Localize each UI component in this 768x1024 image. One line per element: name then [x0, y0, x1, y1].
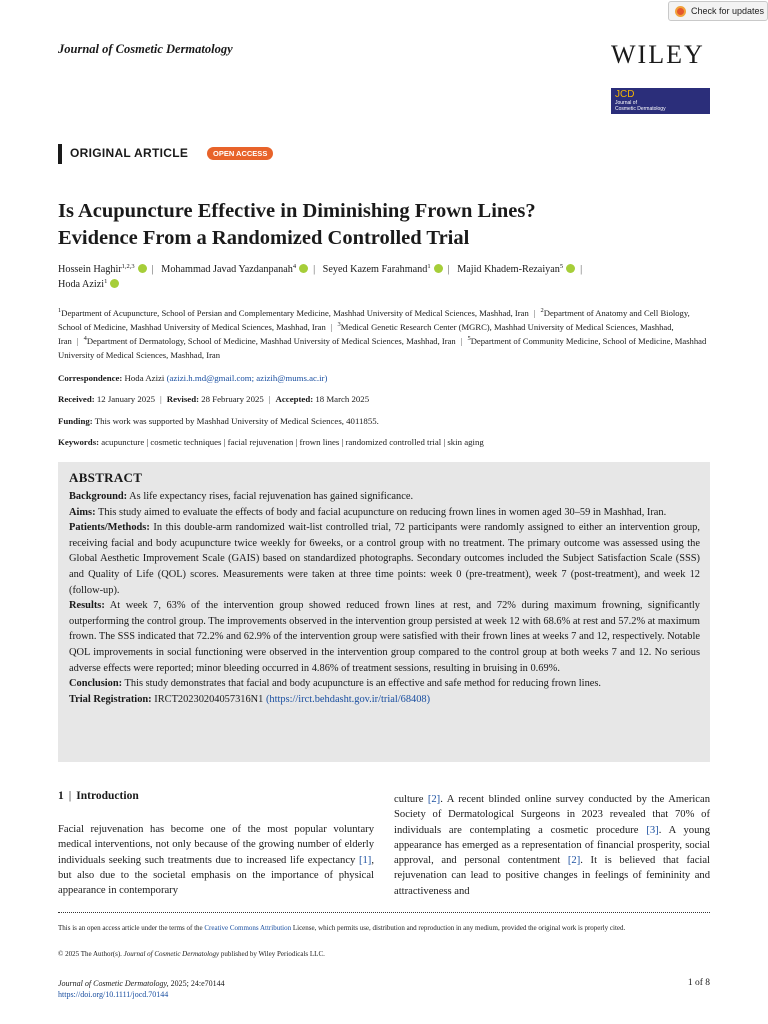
funding-text: This work was supported by Mashhad University of Medical Sciences, 4011855. [94, 416, 379, 426]
affiliation-number: 5 [467, 335, 471, 342]
affiliation-text: Department of Dermatology, School of Medicine, Mashhad University of Medical Sciences, Mashhad, Iran [86, 336, 456, 346]
abstract-conclusion [69, 676, 700, 692]
section-number: 1 [58, 790, 64, 802]
open-access-badge: OPEN ACCESS [207, 147, 273, 160]
trial-registration-link[interactable]: (https://irct.behdasht.gov.ir/trial/68408) [265, 693, 431, 705]
abstract-results [69, 598, 700, 676]
abstract-aims [69, 505, 700, 521]
journal-name: Journal of Cosmetic Dermatology [58, 42, 233, 56]
correspondence-name: Hoda Azizi [124, 373, 165, 383]
author-separator: | [313, 264, 316, 275]
body-text: , but also due to the societal emphasis on the importance of physical appearance in contemporary [58, 854, 374, 897]
abstract-body [69, 489, 700, 707]
footer-citation [58, 979, 225, 988]
body-column-right [394, 792, 710, 899]
page-number: 1 of 8 [687, 978, 710, 988]
citation-link[interactable]: [2] [567, 855, 581, 867]
journal-cover-badge [611, 88, 710, 114]
results-text: At week 7, 63% of the intervention group showed reduced frown lines at rest, and 72% during maximum frowning, significantly outperforming the control group. The improvements observed in the intervention group persisted at week 12 with 68.6% at rest and 57.2% at maximum frown. The SSS indicated that 72.2% and 62.9% of the intervention group were satisfied with their frown lines at weeks 7 and 12, respectively. Notable QOL improvements in social functioning were observed in the intervention group compared to the control group at both weeks 7 and 12. No serious adverse effects were reported; minor bleeding occurred in 4.86% of treatment sessions, resulting in bruising in 0.69%. [69, 600, 700, 674]
body-column-left [58, 822, 374, 898]
accepted-date: 18 March 2025 [315, 394, 370, 404]
author-name[interactable]: Mohammad Javad Yazdanpanah [161, 264, 293, 275]
doi-link[interactable]: https://doi.org/10.1111/jocd.70144 [58, 990, 169, 999]
abstract-heading: ABSTRACT [69, 470, 143, 485]
affiliation-text: Department of Community Medicine, School of Medicine, Mashhad University of Medical Sciences, Mashhad, Iran [58, 336, 707, 360]
copyright-notice [58, 950, 710, 958]
revised-label: Revised: [166, 394, 200, 404]
background-text: As life expectancy rises, facial rejuvenation has gained significance. [129, 491, 414, 502]
footer-volume: 2025; 24:e70144 [168, 979, 225, 988]
affiliation-separator: | [533, 308, 536, 318]
author-separator: | [151, 264, 154, 275]
citation-link[interactable]: [2] [427, 794, 441, 805]
results-label: Results: [69, 600, 105, 612]
author-name[interactable]: Hossein Haghir [58, 264, 122, 275]
author-name[interactable]: Seyed Kazem Farahmand [322, 264, 428, 275]
keywords-label: Keywords: [58, 437, 100, 447]
affiliation-number: 1 [58, 307, 62, 314]
aims-text: This study aimed to evaluate the effects of body and facial acupuncture on reducing frown lines in women aged 30–59 in Mashhad, Iran. [97, 506, 667, 518]
section-title: Introduction [76, 790, 139, 802]
accepted-label: Accepted: [275, 394, 314, 404]
license-text-pre: This is an open access article under the terms of the [58, 924, 205, 932]
affiliation-number: 4 [83, 335, 87, 342]
title-line-1: Is Acupuncture Effective in Diminishing Frown Lines? [58, 200, 536, 222]
keywords-text: acupuncture | cosmetic techniques | facial rejuvenation | frown lines | randomized controlled trial | skin aging [101, 437, 484, 447]
copyright-pre: © 2025 The Author(s). [58, 950, 124, 958]
abstract-trial-registration [69, 692, 700, 708]
affiliation-separator: | [460, 336, 463, 346]
author-separator: | [447, 264, 450, 275]
body-text: . A young appearance has emerged as a representation of financial prosperity, social approval, and personal contentment [394, 824, 710, 867]
funding-label: Funding: [58, 416, 93, 426]
affiliation-text: Department of Anatomy and Cell Biology, School of Medicine, Mashhad University of Medical Sciences, Mashhad, Iran [58, 308, 690, 332]
aims-label: Aims: [69, 506, 96, 518]
trial-label: Trial Registration: [69, 693, 152, 705]
keywords [58, 437, 710, 447]
affiliation-number: 2 [540, 307, 544, 314]
copyright-post: published by Wiley Periodicals LLC. [219, 950, 325, 958]
footer-divider [58, 912, 710, 913]
affiliation-text: Medical Genetic Research Center (MGRC), Mashhad University of Medical Sciences, Mashhad, Iran [58, 322, 674, 346]
affiliation-separator: | [330, 322, 333, 332]
section-separator: | [68, 790, 72, 802]
author-affiliation-ref: 1 [427, 263, 431, 270]
copyright-journal: Journal of Cosmetic Dermatology [123, 950, 220, 958]
methods-label: Patients/Methods: [69, 522, 150, 534]
check-for-updates-button[interactable] [668, 1, 768, 21]
article-dates [58, 394, 710, 404]
body-text: culture [394, 794, 428, 805]
orcid-icon[interactable] [110, 279, 119, 288]
affiliation-separator: | [76, 336, 79, 346]
badge-subtitle-2: Cosmetic Dermatology [615, 106, 666, 112]
correspondence-email-link[interactable]: (azizi.h.md@gmail.com; azizih@mums.ac.ir) [166, 373, 328, 383]
body-text: . A recent blinded online survey conducted by the American Society of Dermatological Surgeons in 2023 revealed that 70% of individuals are contemplating a cosmetic procedure [394, 794, 710, 836]
correspondence [58, 373, 710, 383]
citation-link[interactable]: [3] [646, 824, 659, 836]
conclusion-label: Conclusion: [69, 678, 123, 690]
check-updates-label: Check for updates [691, 6, 765, 16]
orcid-icon[interactable] [299, 264, 308, 273]
title-line-2: Evidence From a Randomized Controlled Trial [58, 227, 470, 249]
article-type: ORIGINAL ARTICLE [70, 146, 189, 160]
affiliation-text: Department of Acupuncture, School of Persian and Complementary Medicine, Mashhad University of Medical Sciences, Mashhad, Iran [61, 308, 529, 318]
author-name[interactable]: Majid Khadem-Rezaiyan [457, 264, 560, 275]
revised-date: 28 February 2025 [201, 394, 264, 404]
background-label: Background: [69, 491, 128, 502]
publisher-logo: WILEY [611, 40, 705, 69]
abstract-background [69, 489, 700, 505]
section-heading [58, 790, 139, 802]
article-title [58, 198, 718, 252]
author-separator: | [580, 264, 583, 275]
badge-subtitle-1: Journal of [615, 100, 637, 106]
license-text-post: License, which permits use, distribution and reproduction in any medium, provided the original work is properly cited. [291, 924, 626, 932]
affiliation-number: 3 [337, 321, 341, 328]
author-affiliation-ref: 1,2,3 [121, 263, 135, 270]
orcid-icon[interactable] [434, 264, 443, 273]
creative-commons-link[interactable]: Creative Commons Attribution [204, 924, 292, 932]
date-separator: | [268, 394, 271, 404]
body-text: . It is believed that facial rejuvenation can lead to positive changes in feelings of femininity and attractiveness and [394, 855, 711, 897]
received-date: 12 January 2025 [96, 394, 155, 404]
body-text: Facial rejuvenation has become one of the most popular voluntary medical interventions, not only because of the growing number of elderly individuals seeking such treatments due to increased life expectancy [58, 824, 374, 866]
author-affiliation-ref: 4 [292, 263, 297, 270]
received-label: Received: [58, 394, 95, 404]
trial-id: IRCT20230204057316N1 [154, 693, 264, 705]
footer-journal-name: Journal of Cosmetic Dermatology, [58, 979, 169, 988]
author-affiliation-ref: 5 [559, 263, 564, 270]
orcid-icon[interactable] [566, 264, 575, 273]
date-separator: | [160, 394, 162, 404]
methods-text: In this double-arm randomized wait-list controlled trial, 72 participants were randomly assigned to either an intervention group, receiving facial and body acupuncture twice weekly for 6weeks, or a control group with no treatment. The primary outcome was assessed using the Global Aesthetic Improvement Scale (GAIS) based on standardized photographs. Secondary outcomes included the Subject Satisfaction Scale (SSS) and Quality of Life (QOL) scores. Measurements were taken at three time points: week 0 (pre-treatment), week 7 (post-treatment), and week 12 (follow-up). [69, 522, 700, 596]
orcid-icon[interactable] [138, 264, 147, 273]
affiliations [58, 306, 710, 362]
check-updates-icon [675, 6, 686, 17]
correspondence-label: Correspondence: [58, 373, 123, 383]
license-notice [58, 922, 710, 934]
conclusion-text: This study demonstrates that facial and body acupuncture is an effective and safe method for reducing frown lines. [124, 678, 602, 690]
author-affiliation-ref: 1 [104, 278, 108, 285]
badge-abbreviation: JCD [615, 89, 635, 100]
abstract-methods [69, 520, 700, 598]
funding [58, 416, 710, 426]
author-name[interactable]: Hoda Azizi [58, 279, 105, 290]
citation-link[interactable]: [1] [358, 854, 372, 866]
article-type-marker [58, 144, 62, 164]
author-list [58, 262, 710, 292]
